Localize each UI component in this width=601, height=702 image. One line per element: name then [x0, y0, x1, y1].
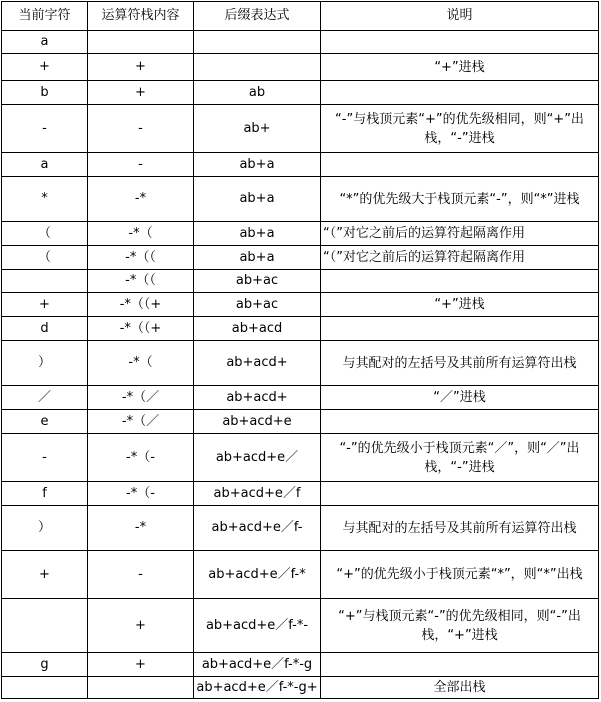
cell-stack: -*（（: [88, 246, 194, 270]
cell-postfix: ab+acd+e／f-: [194, 506, 321, 551]
cell-stack: -*: [88, 506, 194, 551]
cell-postfix: ab+acd+e／f-*: [194, 551, 321, 599]
cell-postfix: ab+a: [194, 153, 321, 177]
header-row: [2, 2, 599, 31]
cell-stack: +: [88, 81, 194, 105]
cell-char: -: [2, 105, 88, 153]
cell-char: g: [2, 653, 88, 677]
cell-stack: -: [88, 153, 194, 177]
header-stack: 运算符栈内容: [88, 2, 194, 31]
cell-note: “-”的优先级小于栈顶元素“／”，则“／”出栈，“-”进栈: [321, 434, 599, 482]
table-row: [2, 153, 599, 177]
cell-postfix: ab+acd+: [194, 341, 321, 386]
cell-stack: -*（: [88, 341, 194, 386]
cell-note: “*”的优先级大于栈顶元素“-”，则“*”进栈: [321, 177, 599, 222]
cell-note: [321, 81, 599, 105]
cell-postfix: ab+acd+e／f-*-: [194, 599, 321, 653]
cell-stack: -*: [88, 177, 194, 222]
table-row: [2, 317, 599, 341]
cell-postfix: ab+ac: [194, 270, 321, 293]
cell-postfix: ab+ac: [194, 293, 321, 317]
cell-stack: -*（（+: [88, 293, 194, 317]
header-postfix: 后缀表达式: [194, 2, 321, 31]
cell-note: [321, 31, 599, 54]
cell-stack: -*（（+: [88, 317, 194, 341]
cell-note: [321, 317, 599, 341]
table-row: [2, 105, 599, 153]
cell-char: *: [2, 177, 88, 222]
table-row: [2, 270, 599, 293]
cell-note: “（”对它之前后的运算符起隔离作用: [321, 222, 599, 246]
header-note: 说明: [321, 2, 599, 31]
cell-note: [321, 653, 599, 677]
cell-stack: +: [88, 599, 194, 653]
cell-note: [321, 482, 599, 506]
cell-stack: +: [88, 653, 194, 677]
cell-note: “+”进栈: [321, 293, 599, 317]
cell-char: e: [2, 410, 88, 434]
cell-postfix: [194, 31, 321, 54]
header-current-char: 当前字符: [2, 2, 88, 31]
cell-stack: -*（（: [88, 270, 194, 293]
cell-postfix: ab+acd+e／f-*-g: [194, 653, 321, 677]
table-row: [2, 506, 599, 551]
cell-postfix: ab+a: [194, 246, 321, 270]
cell-postfix: ab+acd+e／: [194, 434, 321, 482]
cell-char: ）: [2, 341, 88, 386]
cell-postfix: ab+acd+e／f-*-g+: [194, 677, 321, 699]
cell-note: “-”与栈顶元素“+”的优先级相同，则“+”出栈，“-”进栈: [321, 105, 599, 153]
table-row: [2, 177, 599, 222]
cell-postfix: ab+acd+: [194, 386, 321, 410]
cell-char: b: [2, 81, 88, 105]
cell-char: d: [2, 317, 88, 341]
cell-char: +: [2, 54, 88, 81]
cell-note: “+”的优先级小于栈顶元素“*”，则“*”出栈: [321, 551, 599, 599]
table-row: [2, 81, 599, 105]
cell-postfix: ab: [194, 81, 321, 105]
cell-note: “+”与栈顶元素“-”的优先级相同，则“-”出栈，“+”进栈: [321, 599, 599, 653]
cell-char: a: [2, 31, 88, 54]
table-row: [2, 222, 599, 246]
cell-postfix: ab+acd+e: [194, 410, 321, 434]
cell-postfix: ab+a: [194, 222, 321, 246]
cell-char: +: [2, 293, 88, 317]
cell-note: “／”进栈: [321, 386, 599, 410]
cell-stack: [88, 677, 194, 699]
cell-note: “+”进栈: [321, 54, 599, 81]
cell-note: [321, 153, 599, 177]
table-row: [2, 341, 599, 386]
cell-char: （: [2, 222, 88, 246]
cell-char: ／: [2, 386, 88, 410]
cell-postfix: [194, 54, 321, 81]
table-row: [2, 434, 599, 482]
cell-postfix: ab+: [194, 105, 321, 153]
table-row: [2, 677, 599, 699]
cell-stack: +: [88, 54, 194, 81]
cell-char: ）: [2, 506, 88, 551]
cell-char: [2, 677, 88, 699]
cell-stack: -*（／: [88, 410, 194, 434]
cell-char: [2, 599, 88, 653]
cell-char: -: [2, 434, 88, 482]
cell-note: 与其配对的左括号及其前所有运算符出栈: [321, 341, 599, 386]
table-row: [2, 246, 599, 270]
cell-char: （: [2, 246, 88, 270]
cell-char: f: [2, 482, 88, 506]
cell-char: [2, 270, 88, 293]
table-row: [2, 386, 599, 410]
cell-stack: -*（／: [88, 386, 194, 410]
conversion-table: [1, 1, 599, 699]
cell-postfix: ab+acd+e／f: [194, 482, 321, 506]
table-row: [2, 54, 599, 81]
table-row: [2, 551, 599, 599]
cell-note: [321, 410, 599, 434]
table-row: [2, 293, 599, 317]
cell-note: [321, 270, 599, 293]
cell-note: “（”对它之前后的运算符起隔离作用: [321, 246, 599, 270]
cell-postfix: ab+acd: [194, 317, 321, 341]
cell-stack: -*（-: [88, 434, 194, 482]
cell-char: a: [2, 153, 88, 177]
cell-stack: -*（-: [88, 482, 194, 506]
cell-stack: -*（: [88, 222, 194, 246]
table-row: [2, 31, 599, 54]
cell-postfix: ab+a: [194, 177, 321, 222]
cell-stack: -: [88, 105, 194, 153]
cell-note: 与其配对的左括号及其前所有运算符出栈: [321, 506, 599, 551]
cell-note: 全部出栈: [321, 677, 599, 699]
table-row: [2, 482, 599, 506]
cell-stack: -: [88, 551, 194, 599]
table-row: [2, 410, 599, 434]
table-row: [2, 653, 599, 677]
table-row: [2, 599, 599, 653]
cell-stack: [88, 31, 194, 54]
cell-char: +: [2, 551, 88, 599]
